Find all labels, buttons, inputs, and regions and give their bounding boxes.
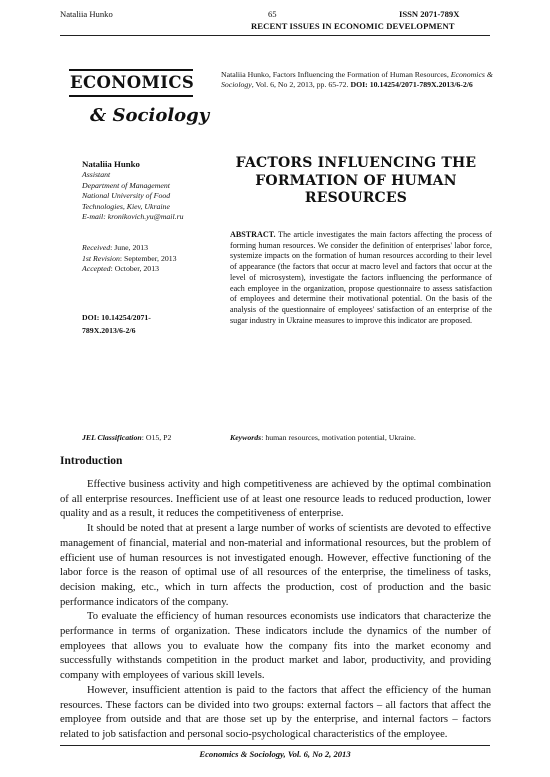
header-rule [60,35,490,36]
footer-text: Economics & Sociology, Vol. 6, No 2, 2013 [199,749,351,759]
citation-doi: DOI: 10.14254/2071-789X.2013/6-2/6 [350,80,473,89]
logo-top-line [69,69,193,71]
citation-block [221,70,493,90]
citation-journal: Economics & Sociology [221,70,493,89]
logo-bottom-line [69,95,193,97]
paragraph: However, insufficient attention is paid to the factors that affect the efficiency of the human resources. These factors can be divided into two groups: external factors – all factors that affect the employee from outside and that are those set up by the enterprise, and internal factors – factors related to job satisfaction and personal socio-psychological characteristics of the employee. [60,684,491,740]
author-position: Assistant [82,170,111,179]
body-text [60,478,491,743]
header-section: RECENT ISSUES IN ECONOMIC DEVELOPMENT [251,21,455,31]
title-line-3: RESOURCES [304,190,408,206]
citation-text: Nataliia Hunko, Factors Influencing the Formation of Human Resources, [221,70,449,79]
title-line-1: FACTORS INFLUENCING THE [235,155,477,171]
doi-line-1: DOI: 10.14254/2071- [82,313,151,322]
paragraph: To evaluate the efficiency of human resources economists use indicators that characterize the performance in terms of organization. These indicators include the dynamics of the number of employees that allows you to evaluate how the company fits into the market economy and successfully withstands competition in the product market and labor, productivity, and providing company with employees of various skill levels. [60,611,491,682]
paragraph: It should be noted that at present a large number of works of scientists are devoted to effective management of financial, material and non-material and informational resources, but the problem of efficient use of human resources is not investigated enough. However, effective functioning of the labor force is the reason of optimal use of all resources of the enterprise, the timeliness of tasks, decision making, etc., which in turn affects the production, cost of production and the basic performance indicators of the company. [60,523,491,608]
keywords: Keywords: human resources, motivation potential, Ukraine. [230,433,416,442]
header-issn: ISSN 2071-789X [399,9,460,19]
article-title [222,155,490,208]
doi-side [82,311,151,337]
title-line-2: FORMATION OF HUMAN [255,172,457,189]
page-number: 65 [268,9,277,19]
abstract-text: The article investigates the main factors affecting the process of forming human resources. We consider the definition of enterprises' labor force, systemize impacts on the formation of human resources according to their level of appearance (the factors that occur at macro level and factors that occur at the level of microsystem), investigate the factors influencing the performance of each employee in the organization, propose questionnaire to assess satisfaction of employees and determine their motivational potential. On the basis of the analysis of the questionnaire of employees' satisfaction of an enterprise of the sugar industry in Ukraine measures to improve this indicator are proposed. [230,230,492,325]
doi-line-2: 789X.2013/6-2/6 [82,326,136,335]
footer-rule [60,745,490,746]
article-dates [82,243,232,275]
paragraph: Effective business activity and high competitiveness are achieved by the optimal combination of all enterprise resources. Inefficient use of at least one resource leads to reduced production, lower quality and as a result, it reduces the competitiveness of enterprise. [60,479,491,520]
citation-details: , Vol. 6, No 2, 2013, pp. 65-72. [251,80,349,89]
author-university-location: Technologies, Kiev, Ukraine [82,201,170,211]
author-email: E-mail: kronikovich.yu@mail.ru [82,212,184,221]
date-accepted: Accepted: October, 2013 [82,264,159,273]
logo-sociology: & Sociology [90,105,210,126]
author-info [82,159,232,223]
abstract [230,230,492,326]
author-department: Department of Management [82,180,170,190]
section-heading: Introduction [60,455,123,467]
date-received: Received: June, 2013 [82,243,149,252]
logo-economics: ECONOMICS [70,73,195,92]
header-author: Nataliia Hunko [60,9,113,19]
jel-classification: JEL Classification: O15, P2 [82,433,172,442]
author-university: National University of Food [82,191,171,200]
author-name: Nataliia Hunko [82,159,140,169]
date-revision: 1st Revision: September, 2013 [82,253,177,263]
abstract-label: ABSTRACT. [230,230,276,239]
